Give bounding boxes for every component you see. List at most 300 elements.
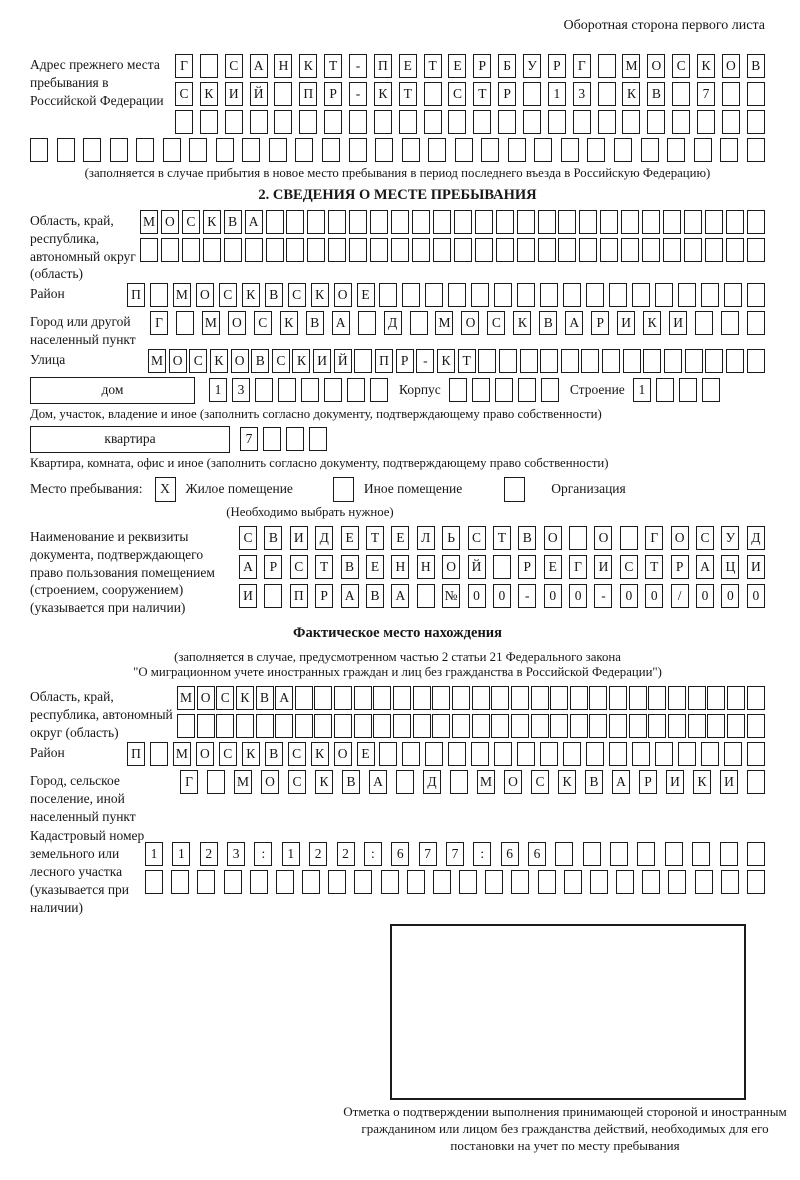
form-cell[interactable] — [57, 138, 75, 162]
form-cell[interactable] — [307, 210, 325, 234]
form-cell[interactable] — [83, 138, 101, 162]
form-cell[interactable]: 2 — [200, 842, 218, 866]
form-cell[interactable] — [410, 311, 428, 335]
form-cell[interactable] — [558, 238, 576, 262]
form-cell[interactable] — [286, 427, 304, 451]
form-cell[interactable]: Г — [573, 54, 591, 78]
form-cell[interactable] — [747, 238, 765, 262]
form-cell[interactable] — [621, 238, 639, 262]
form-cell[interactable] — [354, 686, 372, 710]
form-cell[interactable] — [538, 870, 556, 894]
form-cell[interactable]: Е — [366, 555, 384, 579]
form-cell[interactable] — [432, 686, 450, 710]
form-cell[interactable] — [623, 349, 641, 373]
form-cell[interactable] — [145, 870, 163, 894]
form-cell[interactable] — [694, 138, 712, 162]
form-cell[interactable]: 7 — [446, 842, 464, 866]
form-cell[interactable] — [407, 870, 425, 894]
form-cell[interactable] — [684, 210, 702, 234]
form-cell[interactable] — [334, 686, 352, 710]
form-cell[interactable] — [347, 378, 365, 402]
form-cell[interactable]: К — [203, 210, 221, 234]
form-cell[interactable] — [602, 349, 620, 373]
form-cell[interactable]: Т — [315, 555, 333, 579]
form-cell[interactable]: В — [265, 742, 283, 766]
form-cell[interactable]: М — [234, 770, 252, 794]
form-cell[interactable] — [747, 349, 765, 373]
form-cell[interactable]: М — [173, 742, 191, 766]
form-cell[interactable] — [30, 138, 48, 162]
form-cell[interactable] — [511, 870, 529, 894]
form-cell[interactable]: Е — [357, 283, 375, 307]
form-cell[interactable] — [643, 349, 661, 373]
checkbox-organizatsiya[interactable] — [504, 477, 525, 502]
form-cell[interactable] — [678, 742, 696, 766]
form-cell[interactable] — [720, 138, 738, 162]
form-cell[interactable]: Д — [747, 526, 765, 550]
form-cell[interactable] — [747, 283, 765, 307]
form-cell[interactable] — [255, 378, 273, 402]
form-cell[interactable] — [496, 210, 514, 234]
form-cell[interactable] — [491, 714, 509, 738]
form-cell[interactable]: : — [473, 842, 491, 866]
form-cell[interactable] — [629, 686, 647, 710]
form-cell[interactable] — [726, 238, 744, 262]
form-cell[interactable]: 7 — [240, 427, 258, 451]
form-cell[interactable] — [324, 110, 342, 134]
form-cell[interactable]: Т — [399, 82, 417, 106]
form-cell[interactable] — [496, 238, 514, 262]
form-cell[interactable] — [520, 349, 538, 373]
form-cell[interactable] — [224, 870, 242, 894]
form-cell[interactable] — [518, 378, 536, 402]
form-cell[interactable] — [370, 210, 388, 234]
form-cell[interactable] — [726, 349, 744, 373]
form-cell[interactable]: К — [622, 82, 640, 106]
form-cell[interactable] — [569, 526, 587, 550]
form-cell[interactable] — [448, 742, 466, 766]
form-cell[interactable]: М — [435, 311, 453, 335]
form-cell[interactable]: Р — [639, 770, 657, 794]
form-cell[interactable]: М — [202, 311, 220, 335]
form-cell[interactable]: В — [264, 526, 282, 550]
form-cell[interactable] — [722, 82, 740, 106]
form-cell[interactable] — [299, 110, 317, 134]
form-cell[interactable]: 3 — [227, 842, 245, 866]
form-cell[interactable]: Д — [423, 770, 441, 794]
form-cell[interactable]: Р — [498, 82, 516, 106]
form-cell[interactable] — [540, 742, 558, 766]
form-cell[interactable] — [286, 210, 304, 234]
form-cell[interactable] — [614, 138, 632, 162]
form-cell[interactable] — [668, 870, 686, 894]
form-cell[interactable]: О — [334, 742, 352, 766]
form-cell[interactable] — [589, 714, 607, 738]
form-cell[interactable]: С — [288, 742, 306, 766]
form-cell[interactable] — [472, 714, 490, 738]
form-cell[interactable]: У — [721, 526, 739, 550]
form-cell[interactable]: П — [375, 349, 393, 373]
form-cell[interactable]: О — [169, 349, 187, 373]
form-cell[interactable] — [724, 742, 742, 766]
form-cell[interactable]: Д — [384, 311, 402, 335]
form-cell[interactable] — [523, 82, 541, 106]
form-cell[interactable]: - — [349, 82, 367, 106]
form-cell[interactable]: : — [254, 842, 272, 866]
form-cell[interactable] — [665, 842, 683, 866]
form-cell[interactable] — [381, 870, 399, 894]
form-cell[interactable] — [314, 686, 332, 710]
form-cell[interactable]: А — [275, 686, 293, 710]
form-cell[interactable] — [491, 686, 509, 710]
form-cell[interactable] — [399, 110, 417, 134]
form-cell[interactable] — [632, 742, 650, 766]
form-cell[interactable] — [555, 842, 573, 866]
checkbox-zhiloe[interactable]: X — [155, 477, 176, 502]
form-cell[interactable]: А — [245, 210, 263, 234]
form-cell[interactable]: В — [647, 82, 665, 106]
form-cell[interactable]: В — [256, 686, 274, 710]
form-cell[interactable] — [242, 138, 260, 162]
form-cell[interactable] — [110, 138, 128, 162]
form-cell[interactable] — [534, 138, 552, 162]
form-cell[interactable]: Р — [548, 54, 566, 78]
form-cell[interactable] — [278, 378, 296, 402]
form-cell[interactable] — [459, 870, 477, 894]
form-cell[interactable] — [295, 138, 313, 162]
form-cell[interactable] — [324, 378, 342, 402]
form-cell[interactable] — [448, 110, 466, 134]
form-cell[interactable]: П — [374, 54, 392, 78]
form-cell[interactable]: О — [334, 283, 352, 307]
form-cell[interactable] — [695, 870, 713, 894]
form-cell[interactable]: С — [448, 82, 466, 106]
form-cell[interactable] — [334, 714, 352, 738]
form-cell[interactable] — [720, 842, 738, 866]
form-cell[interactable]: О — [161, 210, 179, 234]
form-cell[interactable] — [587, 138, 605, 162]
form-cell[interactable] — [600, 210, 618, 234]
form-cell[interactable] — [648, 714, 666, 738]
form-cell[interactable] — [481, 138, 499, 162]
form-cell[interactable] — [685, 349, 703, 373]
form-cell[interactable] — [531, 686, 549, 710]
form-cell[interactable] — [250, 110, 268, 134]
form-cell[interactable]: К — [236, 686, 254, 710]
form-cell[interactable] — [586, 283, 604, 307]
form-cell[interactable] — [163, 138, 181, 162]
form-cell[interactable] — [370, 238, 388, 262]
form-cell[interactable] — [379, 742, 397, 766]
form-cell[interactable] — [197, 870, 215, 894]
kvartira-box[interactable]: квартира — [30, 426, 230, 453]
form-cell[interactable] — [622, 110, 640, 134]
form-cell[interactable]: А — [369, 770, 387, 794]
form-cell[interactable]: Р — [591, 311, 609, 335]
form-cell[interactable] — [747, 82, 765, 106]
form-cell[interactable] — [161, 238, 179, 262]
form-cell[interactable]: О — [442, 555, 460, 579]
form-cell[interactable]: В — [251, 349, 269, 373]
form-cell[interactable] — [412, 210, 430, 234]
form-cell[interactable]: 1 — [172, 842, 190, 866]
form-cell[interactable] — [275, 714, 293, 738]
form-cell[interactable] — [564, 870, 582, 894]
form-cell[interactable] — [688, 686, 706, 710]
form-cell[interactable] — [586, 742, 604, 766]
form-cell[interactable] — [600, 238, 618, 262]
form-cell[interactable]: С — [290, 555, 308, 579]
form-cell[interactable] — [374, 110, 392, 134]
form-cell[interactable] — [726, 210, 744, 234]
form-cell[interactable]: П — [127, 283, 145, 307]
form-cell[interactable] — [688, 714, 706, 738]
form-cell[interactable]: К — [311, 742, 329, 766]
form-cell[interactable]: 7 — [419, 842, 437, 866]
form-cell[interactable] — [349, 238, 367, 262]
form-cell[interactable]: О — [544, 526, 562, 550]
form-cell[interactable] — [224, 238, 242, 262]
form-cell[interactable] — [471, 742, 489, 766]
form-cell[interactable] — [207, 770, 225, 794]
form-cell[interactable]: 0 — [468, 584, 486, 608]
form-cell[interactable] — [668, 686, 686, 710]
form-cell[interactable]: Ц — [721, 555, 739, 579]
form-cell[interactable]: Г — [175, 54, 193, 78]
form-cell[interactable] — [396, 770, 414, 794]
form-cell[interactable] — [413, 714, 431, 738]
form-cell[interactable]: К — [315, 770, 333, 794]
form-cell[interactable]: Р — [264, 555, 282, 579]
form-cell[interactable] — [302, 870, 320, 894]
form-cell[interactable]: - — [349, 54, 367, 78]
form-cell[interactable] — [550, 686, 568, 710]
form-cell[interactable] — [721, 311, 739, 335]
form-cell[interactable] — [354, 870, 372, 894]
form-cell[interactable] — [349, 210, 367, 234]
form-cell[interactable] — [150, 283, 168, 307]
form-cell[interactable] — [642, 238, 660, 262]
form-cell[interactable] — [573, 110, 591, 134]
form-cell[interactable] — [695, 311, 713, 335]
form-cell[interactable] — [478, 349, 496, 373]
form-cell[interactable] — [454, 210, 472, 234]
form-cell[interactable] — [656, 378, 674, 402]
form-cell[interactable]: О — [196, 283, 214, 307]
form-cell[interactable] — [679, 378, 697, 402]
form-cell[interactable]: 1 — [145, 842, 163, 866]
form-cell[interactable] — [620, 526, 638, 550]
form-cell[interactable]: Т — [645, 555, 663, 579]
form-cell[interactable] — [590, 870, 608, 894]
form-cell[interactable] — [702, 378, 720, 402]
form-cell[interactable] — [655, 283, 673, 307]
form-cell[interactable] — [375, 138, 393, 162]
form-cell[interactable]: К — [437, 349, 455, 373]
form-cell[interactable]: Т — [493, 526, 511, 550]
form-cell[interactable]: А — [239, 555, 257, 579]
form-cell[interactable]: О — [504, 770, 522, 794]
form-cell[interactable] — [448, 283, 466, 307]
form-cell[interactable] — [197, 714, 215, 738]
form-cell[interactable] — [373, 686, 391, 710]
form-cell[interactable] — [450, 770, 468, 794]
form-cell[interactable]: И — [225, 82, 243, 106]
checkbox-inoe[interactable] — [333, 477, 354, 502]
form-cell[interactable] — [433, 870, 451, 894]
form-cell[interactable]: О — [197, 686, 215, 710]
form-cell[interactable]: А — [696, 555, 714, 579]
form-cell[interactable] — [609, 742, 627, 766]
form-cell[interactable] — [433, 210, 451, 234]
form-cell[interactable]: А — [565, 311, 583, 335]
form-cell[interactable]: С — [219, 283, 237, 307]
form-cell[interactable]: Й — [468, 555, 486, 579]
form-cell[interactable] — [295, 686, 313, 710]
form-cell[interactable] — [175, 110, 193, 134]
form-cell[interactable]: 0 — [645, 584, 663, 608]
form-cell[interactable]: Т — [424, 54, 442, 78]
form-cell[interactable]: К — [374, 82, 392, 106]
form-cell[interactable]: А — [612, 770, 630, 794]
form-cell[interactable] — [648, 686, 666, 710]
form-cell[interactable] — [358, 311, 376, 335]
form-cell[interactable] — [493, 555, 511, 579]
form-cell[interactable] — [655, 742, 673, 766]
form-cell[interactable]: 0 — [696, 584, 714, 608]
form-cell[interactable] — [309, 427, 327, 451]
form-cell[interactable] — [328, 870, 346, 894]
form-cell[interactable]: 6 — [528, 842, 546, 866]
form-cell[interactable] — [541, 378, 559, 402]
form-cell[interactable] — [413, 686, 431, 710]
form-cell[interactable]: В — [585, 770, 603, 794]
form-cell[interactable]: О — [196, 742, 214, 766]
form-cell[interactable] — [266, 238, 284, 262]
form-cell[interactable]: У — [523, 54, 541, 78]
form-cell[interactable]: Л — [417, 526, 435, 550]
form-cell[interactable]: М — [177, 686, 195, 710]
form-cell[interactable]: К — [697, 54, 715, 78]
form-cell[interactable] — [354, 714, 372, 738]
form-cell[interactable] — [354, 349, 372, 373]
form-cell[interactable]: В — [224, 210, 242, 234]
form-cell[interactable] — [307, 238, 325, 262]
form-cell[interactable] — [475, 238, 493, 262]
form-cell[interactable]: К — [292, 349, 310, 373]
form-cell[interactable] — [494, 742, 512, 766]
form-cell[interactable] — [517, 238, 535, 262]
form-cell[interactable] — [286, 238, 304, 262]
form-cell[interactable] — [609, 714, 627, 738]
form-cell[interactable] — [498, 110, 516, 134]
form-cell[interactable] — [266, 210, 284, 234]
form-cell[interactable]: № — [442, 584, 460, 608]
form-cell[interactable]: Г — [180, 770, 198, 794]
form-cell[interactable] — [264, 584, 282, 608]
form-cell[interactable]: И — [594, 555, 612, 579]
form-cell[interactable] — [707, 686, 725, 710]
form-cell[interactable] — [563, 283, 581, 307]
form-cell[interactable]: М — [477, 770, 495, 794]
form-cell[interactable]: Е — [544, 555, 562, 579]
form-cell[interactable] — [632, 283, 650, 307]
form-cell[interactable]: 3 — [232, 378, 250, 402]
form-cell[interactable]: О — [722, 54, 740, 78]
form-cell[interactable]: В — [518, 526, 536, 550]
form-cell[interactable]: 1 — [633, 378, 651, 402]
form-cell[interactable]: С — [239, 526, 257, 550]
form-cell[interactable]: К — [693, 770, 711, 794]
form-cell[interactable] — [276, 870, 294, 894]
form-cell[interactable] — [471, 283, 489, 307]
form-cell[interactable]: С — [254, 311, 272, 335]
form-cell[interactable]: Б — [498, 54, 516, 78]
form-cell[interactable]: К — [311, 283, 329, 307]
form-cell[interactable]: Н — [417, 555, 435, 579]
form-cell[interactable] — [517, 283, 535, 307]
form-cell[interactable] — [225, 110, 243, 134]
form-cell[interactable]: 2 — [337, 842, 355, 866]
form-cell[interactable] — [609, 283, 627, 307]
form-cell[interactable]: П — [290, 584, 308, 608]
form-cell[interactable] — [548, 110, 566, 134]
form-cell[interactable] — [452, 714, 470, 738]
form-cell[interactable]: О — [261, 770, 279, 794]
form-cell[interactable]: Н — [274, 54, 292, 78]
form-cell[interactable] — [707, 714, 725, 738]
form-cell[interactable] — [454, 238, 472, 262]
form-cell[interactable] — [263, 427, 281, 451]
form-cell[interactable]: С — [487, 311, 505, 335]
form-cell[interactable]: Е — [399, 54, 417, 78]
form-cell[interactable] — [727, 686, 745, 710]
form-cell[interactable] — [393, 686, 411, 710]
form-cell[interactable]: С — [696, 526, 714, 550]
form-cell[interactable]: О — [461, 311, 479, 335]
form-cell[interactable]: С — [225, 54, 243, 78]
form-cell[interactable]: В — [366, 584, 384, 608]
form-cell[interactable] — [200, 54, 218, 78]
form-cell[interactable]: 0 — [544, 584, 562, 608]
form-cell[interactable] — [538, 238, 556, 262]
form-cell[interactable]: С — [288, 283, 306, 307]
form-cell[interactable]: 1 — [282, 842, 300, 866]
form-cell[interactable] — [642, 210, 660, 234]
form-cell[interactable]: С — [288, 770, 306, 794]
form-cell[interactable]: С — [189, 349, 207, 373]
form-cell[interactable]: А — [341, 584, 359, 608]
form-cell[interactable]: И — [617, 311, 635, 335]
form-cell[interactable] — [472, 378, 490, 402]
form-cell[interactable] — [747, 870, 765, 894]
form-cell[interactable] — [485, 870, 503, 894]
form-cell[interactable]: С — [468, 526, 486, 550]
form-cell[interactable] — [610, 842, 628, 866]
form-cell[interactable] — [511, 686, 529, 710]
form-cell[interactable]: С — [620, 555, 638, 579]
form-cell[interactable] — [747, 742, 765, 766]
form-cell[interactable]: П — [299, 82, 317, 106]
form-cell[interactable] — [589, 686, 607, 710]
form-cell[interactable]: 7 — [697, 82, 715, 106]
form-cell[interactable] — [499, 349, 517, 373]
form-cell[interactable] — [473, 110, 491, 134]
form-cell[interactable] — [550, 714, 568, 738]
form-cell[interactable]: С — [175, 82, 193, 106]
form-cell[interactable] — [705, 210, 723, 234]
form-cell[interactable] — [449, 378, 467, 402]
